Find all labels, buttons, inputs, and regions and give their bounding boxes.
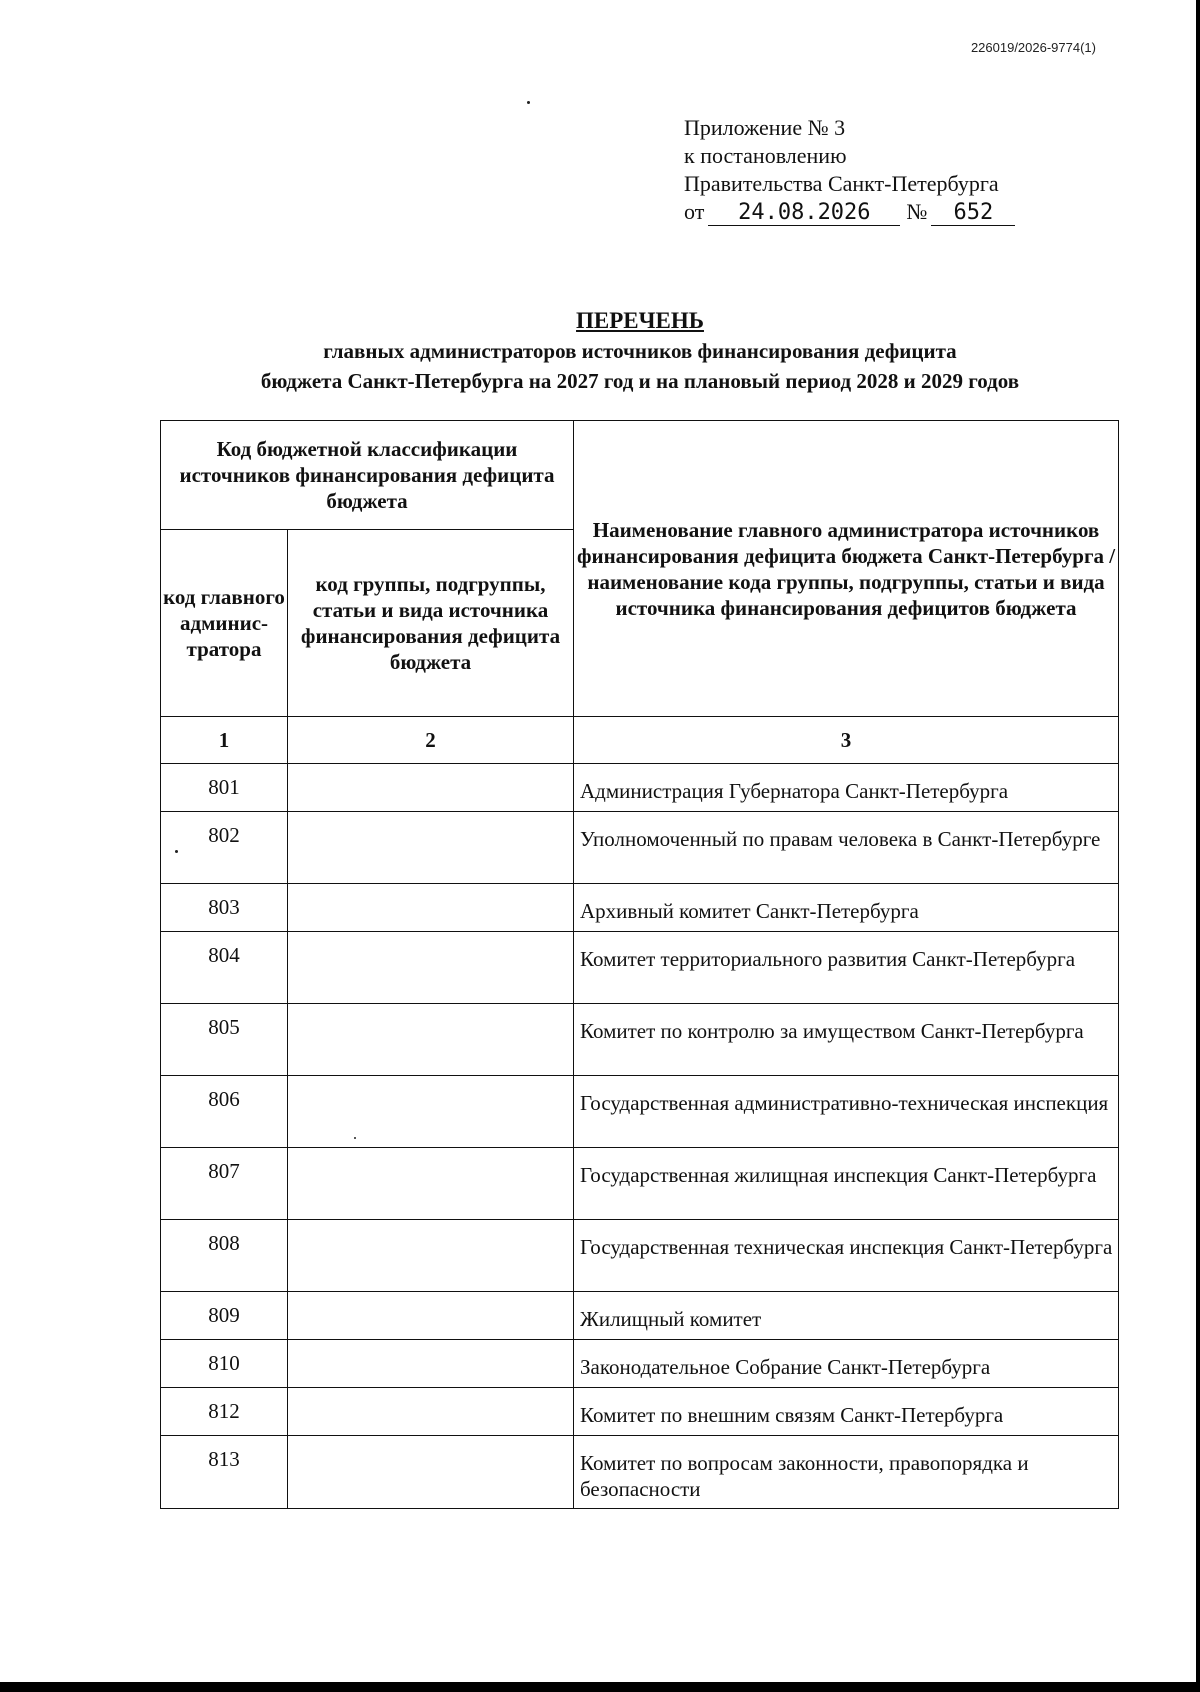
group-code-cell bbox=[288, 884, 574, 932]
scan-border bbox=[0, 1682, 1200, 1692]
group-code-cell bbox=[288, 1076, 574, 1148]
col1-header: код главного админис-тратора bbox=[161, 530, 288, 717]
group-code-cell bbox=[288, 812, 574, 884]
admin-code-cell: 810 bbox=[161, 1340, 288, 1388]
admin-name-cell: Комитет по контролю за имуществом Санкт-Петербурга bbox=[574, 1004, 1119, 1076]
admin-code-cell: 802 bbox=[161, 812, 288, 884]
decree-number: 652 bbox=[931, 201, 1015, 226]
table-row bbox=[161, 932, 1119, 1004]
from-label: от bbox=[684, 199, 705, 224]
column-number: 2 bbox=[288, 717, 574, 764]
appendix-line: к постановлению bbox=[684, 143, 847, 168]
column-number-row bbox=[161, 717, 1119, 764]
admin-code-cell: 804 bbox=[161, 932, 288, 1004]
document-title bbox=[150, 306, 1130, 396]
group-code-cell bbox=[288, 1292, 574, 1340]
admin-name-cell: Уполномоченный по правам человека в Санкт-Петербурге bbox=[574, 812, 1119, 884]
admin-name-cell: Комитет по внешним связям Санкт-Петербурга bbox=[574, 1388, 1119, 1436]
appendix-line: Приложение № 3 bbox=[684, 115, 846, 140]
admin-code-cell: 808 bbox=[161, 1220, 288, 1292]
admin-code-cell: 813 bbox=[161, 1436, 288, 1509]
group-code-cell bbox=[288, 1388, 574, 1436]
admin-code-cell: 807 bbox=[161, 1148, 288, 1220]
table-row bbox=[161, 1388, 1119, 1436]
admin-name-cell: Государственная жилищная инспекция Санкт-Петербурга bbox=[574, 1148, 1119, 1220]
group-code-cell bbox=[288, 1220, 574, 1292]
title-heading: ПЕРЕЧЕНЬ bbox=[576, 308, 704, 333]
administrators-table bbox=[160, 420, 1119, 1509]
title-line: бюджета Санкт-Петербурга на 2027 год и на плановый период 2028 и 2029 годов bbox=[260, 369, 1020, 393]
table-row bbox=[161, 1292, 1119, 1340]
group-code-cell bbox=[288, 1436, 574, 1509]
appendix-line: Правительства Санкт-Петербурга bbox=[684, 171, 999, 196]
table-row bbox=[161, 812, 1119, 884]
appendix-date-line bbox=[684, 198, 1015, 226]
table-row bbox=[161, 1004, 1119, 1076]
number-sign: № bbox=[906, 199, 928, 224]
admin-code-cell: 803 bbox=[161, 884, 288, 932]
group-header: Код бюджетной классификации источников финансирования дефицита бюджета bbox=[161, 421, 574, 530]
registration-number: 226019/2026-9774(1) bbox=[970, 40, 1096, 55]
admin-name-cell: Архивный комитет Санкт-Петербурга bbox=[574, 884, 1119, 932]
table-row bbox=[161, 1436, 1119, 1509]
admin-name-cell: Законодательное Собрание Санкт-Петербурга bbox=[574, 1340, 1119, 1388]
admin-name-cell: Государственная административно-техническая инспекция bbox=[574, 1076, 1119, 1148]
admin-name-cell: Жилищный комитет bbox=[574, 1292, 1119, 1340]
table-row bbox=[161, 1076, 1119, 1148]
admin-name-cell: Комитет по вопросам законности, правопорядка и безопасности bbox=[574, 1436, 1119, 1509]
col2-header: код группы, подгруппы, статьи и вида источника финансирования дефицита бюджета bbox=[288, 530, 574, 717]
admin-name-cell: Комитет территориального развития Санкт-Петербурга bbox=[574, 932, 1119, 1004]
group-code-cell bbox=[288, 932, 574, 1004]
admin-code-cell: 812 bbox=[161, 1388, 288, 1436]
column-number: 3 bbox=[574, 717, 1119, 764]
table-row bbox=[161, 1220, 1119, 1292]
admin-code-cell: 801 bbox=[161, 764, 288, 812]
col3-header: Наименование главного администратора источников финансирования дефицита бюджета Санкт-Петербурга / наименование кода группы, подгруппы, статьи и вида источника финансирования дефицитов бюджета bbox=[574, 421, 1119, 717]
group-code-cell bbox=[288, 764, 574, 812]
table-row bbox=[161, 1340, 1119, 1388]
admin-code-cell: 809 bbox=[161, 1292, 288, 1340]
group-code-cell bbox=[288, 1340, 574, 1388]
admin-code-cell: 805 bbox=[161, 1004, 288, 1076]
admin-code-cell: 806 bbox=[161, 1076, 288, 1148]
column-number: 1 bbox=[161, 717, 288, 764]
admin-name-cell: Государственная техническая инспекция Санкт-Петербурга bbox=[574, 1220, 1119, 1292]
admin-name-cell: Администрация Губернатора Санкт-Петербурга bbox=[574, 764, 1119, 812]
scan-border bbox=[1196, 0, 1200, 1692]
group-code-cell bbox=[288, 1004, 574, 1076]
decree-date: 24.08.2026 bbox=[708, 201, 900, 226]
table-row bbox=[161, 764, 1119, 812]
scan-speck bbox=[527, 101, 530, 104]
appendix-block bbox=[684, 114, 1015, 226]
group-code-cell bbox=[288, 1148, 574, 1220]
table-row bbox=[161, 1148, 1119, 1220]
title-line: главных администраторов источников финансирования дефицита bbox=[323, 339, 957, 363]
table-row bbox=[161, 884, 1119, 932]
